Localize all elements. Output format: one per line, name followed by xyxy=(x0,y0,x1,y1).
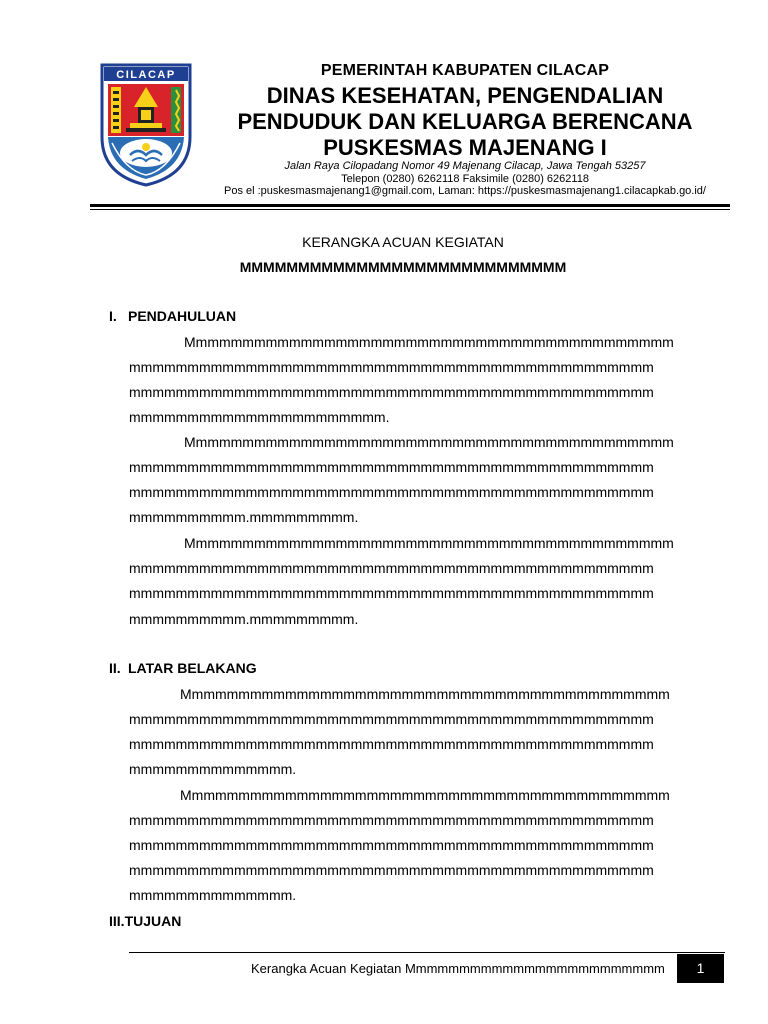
section-number: III. xyxy=(109,913,125,929)
paragraph-line: Mmmmmmmmmmmmmmmmmmmmmmmmmmmmmmmmmmmmmmmmmm xyxy=(180,686,670,702)
agency-name-line1: DINAS KESEHATAN, PENGENDALIAN xyxy=(266,83,664,108)
paragraph-line: mmmmmmmmmmmmmmmmmmmmmmmmmmmmmmmmmmmmmmmmmmmmm xyxy=(129,560,654,576)
page-number: 1 xyxy=(677,954,724,983)
paragraph-line: mmmmmmmmmmmmmmmmmmmmmmmmmmmmmmmmmmmmmmmmmmmmm xyxy=(129,711,654,727)
paragraph-line: Mmmmmmmmmmmmmmmmmmmmmmmmmmmmmmmmmmmmmmmmmm xyxy=(184,434,674,450)
section-title: PENDAHULUAN xyxy=(128,308,237,324)
paragraph-line: mmmmmmmmmmmmmmmmmmmmmmmmmmmmmmmmmmmmmmmmmmmmm xyxy=(129,484,654,500)
paragraph-line: mmmmmmmmmmmmmm. xyxy=(129,887,297,903)
logo-text: CILACAP xyxy=(116,69,176,81)
letterhead-divider-thick xyxy=(90,204,730,207)
section-heading-tujuan xyxy=(109,913,181,929)
paragraph-line: mmmmmmmmmmmmmmmmmmmmmmmmmmmmmmmmmmmmmmmmmmmmm xyxy=(129,459,654,475)
paragraph-line: mmmmmmmmmmmmmmmmmmmmmmmmmmmmmmmmmmmmmmmmmmmmm xyxy=(129,585,654,601)
government-name: PEMERINTAH KABUPATEN CILACAP xyxy=(320,62,610,79)
document-title: KERANGKA ACUAN KEGIATAN xyxy=(302,234,504,250)
footer-text: Kerangka Acuan Kegiatan Mmmmmmmmmmmmmmmmmmmmmmmm xyxy=(251,961,665,976)
paragraph-line: Mmmmmmmmmmmmmmmmmmmmmmmmmmmmmmmmmmmmmmmmmm xyxy=(184,334,674,350)
paragraph-line: Mmmmmmmmmmmmmmmmmmmmmmmmmmmmmmmmmmmmmmmmmm xyxy=(180,787,670,803)
agency-name-line2: PENDUDUK DAN KELUARGA BERENCANA xyxy=(237,109,693,134)
footer-divider xyxy=(129,952,725,953)
paragraph-line: mmmmmmmmmmmmmmmmmmmmmmmmmmmmmmmmmmmmmmmmmmmmm xyxy=(129,384,654,400)
section-title: LATAR BELAKANG xyxy=(128,660,257,676)
paragraph-line: mmmmmmmmmm.mmmmmmmmm. xyxy=(129,611,359,627)
section-heading-latar-belakang xyxy=(109,660,257,676)
paragraph-line: mmmmmmmmmmmmmmmmmmmmmmmmmmmmmmmmmmmmmmmmmmmmm xyxy=(129,837,654,853)
paragraph-line: mmmmmmmmmmmmmm. xyxy=(129,761,297,777)
agency-name-line3: PUSKESMAS MAJENANG I xyxy=(323,135,607,160)
paragraph-line: mmmmmmmmmmmmmmmmmmmmmmmmmmmmmmmmmmmmmmmmmmmmm xyxy=(129,812,654,828)
section-title: TUJUAN xyxy=(124,913,182,929)
paragraph-line: mmmmmmmmmm.mmmmmmmmm. xyxy=(129,509,359,525)
paragraph-line: mmmmmmmmmmmmmmmmmmmmmm. xyxy=(129,409,390,425)
agency-phone: Telepon (0280) 6262118 Faksimile (0280) 6262118 xyxy=(341,173,589,185)
paragraph-line: mmmmmmmmmmmmmmmmmmmmmmmmmmmmmmmmmmmmmmmmmmmmm xyxy=(129,359,654,375)
paragraph-line: mmmmmmmmmmmmmmmmmmmmmmmmmmmmmmmmmmmmmmmmmmmmm xyxy=(129,862,654,878)
document-subtitle: MMMMMMMMMMMMMMMMMMMMMMMMMMMM xyxy=(239,259,567,275)
paragraph-line: Mmmmmmmmmmmmmmmmmmmmmmmmmmmmmmmmmmmmmmmmmm xyxy=(184,535,674,551)
letterhead-divider-thin xyxy=(90,209,730,210)
section-number: I. xyxy=(109,308,117,324)
paragraph-line: mmmmmmmmmmmmmmmmmmmmmmmmmmmmmmmmmmmmmmmmmmmmm xyxy=(129,736,654,752)
section-heading-pendahuluan xyxy=(109,308,236,324)
agency-address: Jalan Raya Cilopadang Nomor 49 Majenang Cilacap, Jawa Tengah 53257 xyxy=(284,160,646,172)
cilacap-crest-logo xyxy=(100,63,192,187)
section-number: II. xyxy=(109,660,121,676)
agency-contact: Pos el :puskesmasmajenang1@gmail.com, Laman: https://puskesmasmajenang1.cilacapkab.go.id/ xyxy=(224,185,706,197)
